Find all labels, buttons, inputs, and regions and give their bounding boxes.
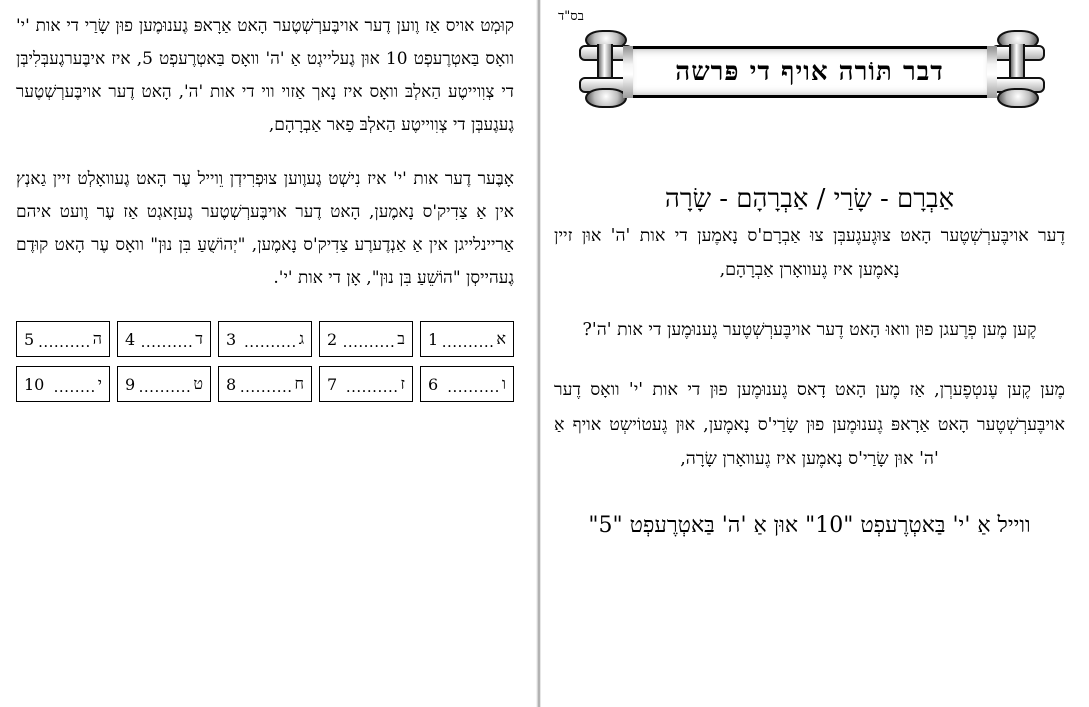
answer-box[interactable]	[16, 321, 110, 357]
answer-label: ח	[294, 374, 304, 394]
paragraph: קוּמְט אויס אַז וֶוען דֶער אויבֶּערְשְׁטֶער הָאט אַרָאפּ גֶענוּמֶען פוּן שָׂרַי די אות 'י' וואָס בַּאטְרֶעפְט 10 אוּן גֶעלייגְט אַ 'ה' וואָס בַּאטְרֶעפְט 5, איז איבֶּערגֶעבְּלִיבְּן די צְוִוייטֶע הַאלְבּ וואָס איז נָאך אַזוי ווי די אות 'ה', הָאט דֶער אויבֶּערְשְׁטֶער גֶעגֶעבְּן די צְוִוייטֶע הַאלְבּ פַאר אַבְרָהָם,	[16, 16, 515, 136]
paragraph: מֶען קֶען עֶנטְפֶערְן, אַז מֶען הָאט דָאס גֶענוּמֶען פוּן די אות 'י' וואָס דֶער אויבֶּערְשְׁטֶער הָאט אַרָאפּ גֶענוּמֶען פוּן שָׂרַי'ס נָאמֶען, אוּן גֶעטוֹישְט אויף אַ 'ה' אוּן שָׂרַי'ס נָאמֶען איז גֶעוואָרן שָׂרָה,	[554, 380, 1065, 469]
banner-title: דבר תּוֹרה אויף די פּרשה	[675, 57, 944, 87]
answer-dots: ..........	[38, 334, 91, 350]
answer-dots: ..........	[447, 379, 500, 395]
answer-dots: ..........	[342, 334, 396, 350]
answer-grid	[16, 321, 514, 402]
right-column	[536, 0, 1089, 707]
left-column	[0, 0, 536, 707]
answer-box[interactable]	[117, 321, 211, 357]
answer-number: 5	[24, 329, 35, 349]
answer-number: 8	[226, 374, 237, 394]
answer-box[interactable]	[16, 366, 110, 402]
answer-number: 4	[125, 329, 136, 349]
answer-number: 9	[125, 374, 136, 394]
answer-box[interactable]	[420, 321, 514, 357]
paragraph: דֶער אויבֶּערְשְׁטֶער הָאט צוּגֶעגֶעבְּן צוּ אַבְרָם'ס נָאמֶען די אות 'ה' אוּן זיין נָאמֶען איז גֶעוואָרן אַבְרָהָם,	[554, 226, 1065, 281]
answer-box[interactable]	[319, 321, 413, 357]
answer-box[interactable]	[218, 366, 312, 402]
answer-dots: ..........	[140, 334, 194, 350]
answer-label: ט	[193, 374, 203, 394]
answer-label: ב	[397, 329, 405, 349]
torah-scroll-banner	[575, 30, 1045, 108]
answer-number: 1	[428, 329, 439, 349]
answer-dots: ..........	[345, 379, 399, 395]
paragraph: אָבֶּער דֶער אות 'י' איז נִישְׁט גֶעוֶוען צוּפְרִידְן וֵוייל עֶר הָאט גֶעוואָלְט זיין גַאנְץ אין אַ צַדִיק'ס נָאמֶען, הָאט דֶער אויבֶּערְשְׁטֶער גֶעזָאגְט אַז עֶר וֶועט איהם אַריינלייגן אין אַ אַנְדֶערֶע צַדִיק'ס נָאמֶען, "יְהוֹשֻׁעַ בִּן נוּן" וואָס עֶר הָאט קוּדֶם גֶעהייסְן "הוֹשֵׁעַ בִּן נוּן", אָן די אות 'י'.	[16, 168, 514, 288]
answer-label: י	[97, 374, 102, 394]
answer-box[interactable]	[319, 366, 413, 402]
answer-label: א	[496, 329, 506, 349]
answer-label: ז	[400, 374, 405, 394]
answer-dots: ..........	[138, 379, 192, 395]
answer-row	[16, 321, 514, 357]
answer-row	[16, 366, 514, 402]
answer-number: 7	[327, 374, 338, 394]
answer-number: 10	[24, 374, 45, 394]
answer-label: ו	[501, 374, 506, 394]
answer-number: 2	[327, 329, 338, 349]
page-title: אַבְרָם - שָׂרַי / אַבְרָהָם - שָׂרָה	[664, 184, 955, 214]
answer-number: 6	[428, 374, 439, 394]
bsd-marker: בס"ד	[558, 9, 584, 24]
paragraph: קֶען מֶען פְרֶעגן פוּן וואוּ הָאט דֶער אויבֶּערְשְׁטֶער גֶענוּמֶען די אות 'ה'?	[582, 320, 1037, 341]
answer-dots: ..........	[441, 334, 495, 350]
answer-number: 3	[226, 329, 237, 349]
answer-box[interactable]	[218, 321, 312, 357]
answer-box[interactable]	[420, 366, 514, 402]
answer-label: ד	[195, 329, 203, 349]
answer-dots: ..........	[239, 379, 293, 395]
answer-label: ה	[92, 329, 102, 349]
answer-dots: ........	[53, 379, 96, 395]
answer-dots: ..........	[244, 334, 297, 350]
column-divider	[536, 0, 541, 707]
answer-label: ג	[298, 329, 304, 349]
emphasis-text: ווייל אַ 'י' בַּאטְרֶעפְט "10" אוּן אַ 'ה' בַּאטְרֶעפְט "5"	[588, 512, 1031, 538]
scroll-body	[633, 46, 987, 98]
answer-box[interactable]	[117, 366, 211, 402]
